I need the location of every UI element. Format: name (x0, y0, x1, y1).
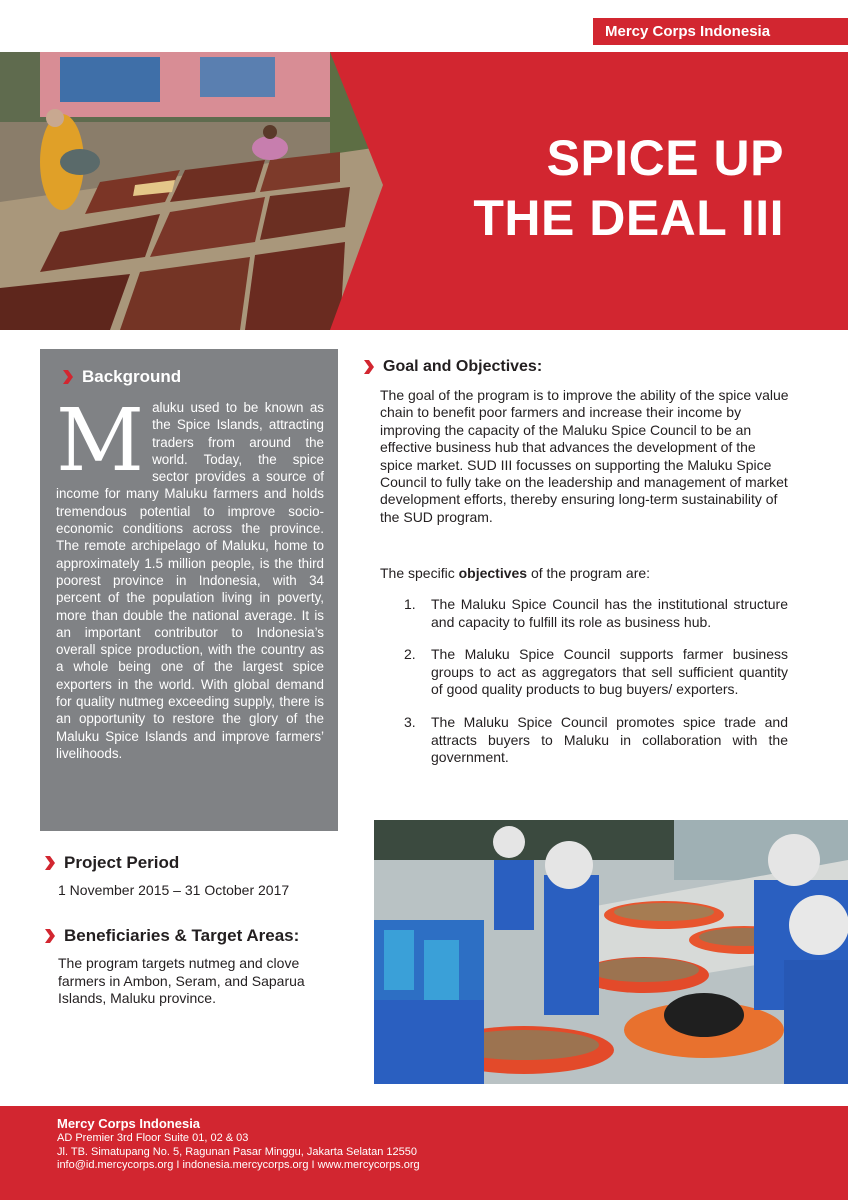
project-period-text: 1 November 2015 – 31 October 2017 (58, 882, 290, 898)
objectives-intro-before: The specific (380, 565, 459, 581)
objective-text: The Maluku Spice Council supports farmer business groups to act as aggregators that sell sufficient quantity of good quality products to bug buyers/ exporters. (431, 646, 788, 698)
objective-number: 3. (404, 713, 416, 730)
nutmeg-sorting-photo (374, 820, 848, 1084)
brand-tab: Mercy Corps Indonesia (593, 18, 848, 45)
project-period-heading-text: Project Period (64, 853, 180, 872)
chevron-right-icon (44, 855, 56, 871)
title-line-1: SPICE UP (546, 130, 784, 186)
project-period-heading (44, 853, 179, 873)
beneficiaries-heading-text: Beneficiaries & Target Areas: (64, 926, 300, 945)
background-heading (62, 367, 324, 387)
background-section (40, 349, 338, 831)
beneficiaries-heading (44, 926, 299, 946)
list-item (404, 596, 788, 631)
objective-number: 1. (404, 596, 416, 612)
dropcap: M (56, 391, 145, 491)
list-item (404, 714, 788, 767)
list-item (404, 646, 788, 699)
background-text (56, 391, 324, 762)
hero-banner (0, 52, 848, 330)
chevron-right-icon (363, 359, 375, 375)
objectives-intro (380, 565, 650, 581)
chevron-right-icon (44, 928, 56, 944)
objectives-intro-after: of the program are: (527, 565, 651, 581)
goal-heading (363, 358, 542, 376)
objective-text: The Maluku Spice Council promotes spice trade and attracts buyers to Maluku in collaboration with the government. (431, 713, 788, 766)
footer-org-name: Mercy Corps Indonesia (57, 1116, 201, 1131)
objective-text: The Maluku Spice Council has the institutional structure and capacity to fulfill its role as business hub. (431, 596, 788, 630)
footer (0, 1106, 848, 1200)
page-title (473, 128, 784, 248)
goal-paragraph: The goal of the program is to improve the ability of the spice value chain to benefit poor farmers and increase their income by improving the capacity of the Maluku Spice Council to be an effective business hub that advances the development of the spice market. SUD III focusses on supporting the Maluku Spice Council to fully take on the leadership and management of market development efforts, thereby ensuring long-term sustainability of the SUD program. (380, 387, 789, 525)
objectives-intro-bold: objectives (458, 565, 528, 581)
footer-address-line-1: AD Premier 3rd Floor Suite 01, 02 & 03 (57, 1132, 249, 1144)
goal-heading-text: Goal and Objectives: (383, 358, 543, 375)
background-body: aluku used to be known as the Spice Islands, attracting traders from around the world. Today, the spice sector provides a source of income for many Maluku farmers and holds tremendous potential to improve socio-economic conditions across the province. The remote archipelago of Maluku, home to approximately 1.5 million people, is the third poorest province in Indonesia, with 34 percent of the population living in poverty, more than double the national average. It is an important contributor to Indonesia’s overall spice production, with the country as a whole being one of the largest spice exporters in the world. With global demand for quality nutmeg exceeding supply, there is an opportunity to restore the glory of the Maluku Spice Islands and improve farmers’ livelihoods. (56, 400, 324, 761)
footer-contact: info@id.mercycorps.org I indonesia.mercycorps.org I www.mercycorps.org (57, 1159, 420, 1171)
objective-number: 2. (404, 646, 416, 663)
footer-address-line-2: Jl. TB. Simatupang No. 5, Ragunan Pasar Minggu, Jakarta Selatan 12550 (57, 1145, 417, 1158)
chevron-right-icon (62, 369, 74, 385)
beneficiaries-text: The program targets nutmeg and clove farmers in Ambon, Seram, and Saparua Islands, Maluku province. (58, 955, 305, 1006)
background-heading-text: Background (82, 367, 182, 386)
title-line-2: THE DEAL III (473, 190, 784, 246)
objectives-list (404, 596, 788, 782)
